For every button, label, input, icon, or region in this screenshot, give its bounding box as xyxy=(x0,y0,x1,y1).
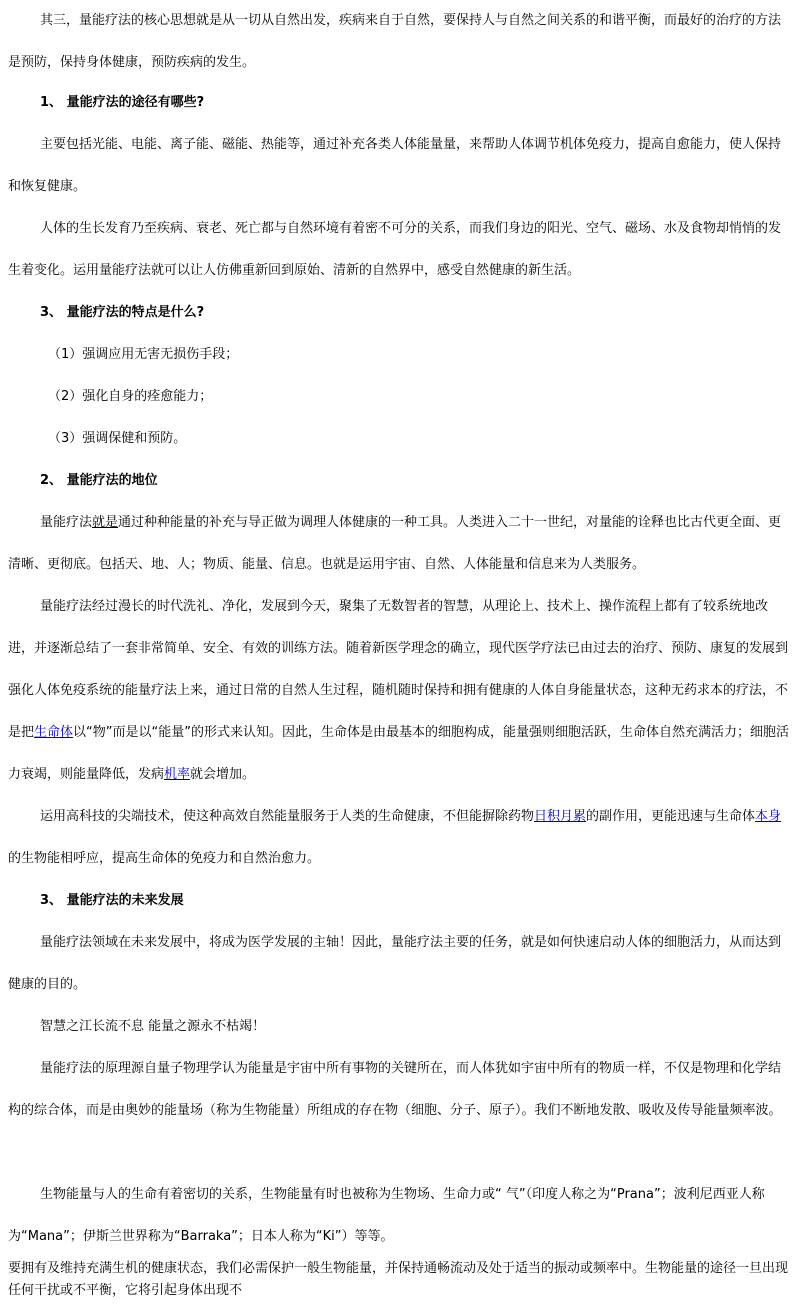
feature-item-3: （3）强调保健和预防。 xyxy=(48,431,187,446)
paragraph-principle: 量能疗法的原理源自量子物理学认为能量是宇宙中所有事物的关键所在，而人体犹如宇宙中所有的物质一样，不仅是物理和化学结构的综合体，而是由奥妙的能量场（称为生物能量）所组成的存在物（细胞、分子、原子）。我们不断地发散、吸收及传导能量频率波。 xyxy=(8,1061,782,1118)
paragraph-technology: 运用高科技的尖端技术，使这种高效自然能量服务于人类的生命健康，不但能摒除药物日积月累的副作用，更能迅速与生命体本身的生物能相呼应，提高生命体的免疫力和自然治愈力。 xyxy=(8,809,782,866)
feature-item-2: （2）强化自身的痊愈能力； xyxy=(48,389,213,404)
heading-status: 2、 量能疗法的地位 xyxy=(40,473,158,488)
link-jiushi[interactable]: 就是 xyxy=(92,515,119,530)
paragraph-core-idea: 其三，量能疗法的核心思想就是从一切从自然出发，疾病来自于自然，要保持人与自然之间关系的和谐平衡，而最好的治疗的方法是预防，保持身体健康，预防疾病的发生。 xyxy=(8,13,782,70)
paragraph-status: 量能疗法就是通过种种能量的补充与导正做为调理人体健康的一种工具。人类进入二十一世纪，对量能的诠释也比古代更全面、更清晰、更彻底。包括天、地、人；物质、能量、信息。也就是运用宇宙、自然、人体能量和信息来为人类服务。 xyxy=(8,515,782,572)
paragraph-bioenergy: 生物能量与人的生命有着密切的关系，生物能量有时也被称为生物场、生命力或“ 气”（印度人称之为“Prana”；波利尼西亚人称为“Mana”；伊斯兰世界称为“Barraka”；日本人称为“Ki”）等等。 xyxy=(8,1187,765,1244)
paragraph-slogan: 智慧之江长流不息 能量之源永不枯竭！ xyxy=(40,1019,266,1034)
link-rijiyuelei[interactable]: 日积月累 xyxy=(534,809,587,824)
heading-future: 3、 量能疗法的未来发展 xyxy=(40,893,184,908)
paragraph-history: 量能疗法经过漫长的时代洗礼、净化，发展到今天，聚集了无数智者的智慧，从理论上、技术上、操作流程上都有了较系统地改进，并逐渐总结了一套非常简单、安全、有效的训练方法。随着新医学理念的确立，现代医学疗法已由过去的治疗、预防、康复的发展到强化人体免疫系统的能量疗法上来，通过日常的自然人生过程，随机随时保持和拥有健康的人体自身能量状态，这种无药求本的疗法，不是把生命体以“物”而是以“能量”的形式来认知。因此，生命体是由最基本的细胞构成，能量强则细胞活跃，生命体自然充满活力；细胞活力衰竭，则能量降低，发病机率就会增加。 xyxy=(8,599,789,782)
heading-methods: 1、 量能疗法的途径有哪些? xyxy=(40,95,205,110)
paragraph-methods: 主要包括光能、电能、离子能、磁能、热能等，通过补充各类人体能量量，来帮助人体调节机体免疫力，提高自愈能力，使人保持和恢复健康。 xyxy=(8,137,782,194)
link-shengmingti[interactable]: 生命体 xyxy=(34,725,74,740)
feature-item-1: （1）强调应用无害无损伤手段； xyxy=(48,347,239,362)
paragraph-health-state: 要拥有及维持充满生机的健康状态，我们必需保护一般生物能量，并保持通畅流动及处于适当的振动或频率中。生物能量的途径一旦出现任何干扰或不平衡，它将引起身体出现不 xyxy=(8,1261,789,1298)
link-jilv[interactable]: 机率 xyxy=(164,767,191,782)
paragraph-future: 量能疗法领域在未来发展中，将成为医学发展的主轴！因此，量能疗法主要的任务，就是如何快速启动人体的细胞活力，从而达到健康的目的。 xyxy=(8,935,782,992)
heading-features: 3、 量能疗法的特点是什么? xyxy=(40,305,205,320)
paragraph-environment: 人体的生长发育乃至疾病、衰老、死亡都与自然环境有着密不可分的关系，而我们身边的阳光、空气、磁场、水及食物却悄悄的发生着变化。运用量能疗法就可以让人仿佛重新回到原始、清新的自然界中，感受自然健康的新生活。 xyxy=(8,221,782,278)
link-benshen[interactable]: 本身 xyxy=(755,809,782,824)
